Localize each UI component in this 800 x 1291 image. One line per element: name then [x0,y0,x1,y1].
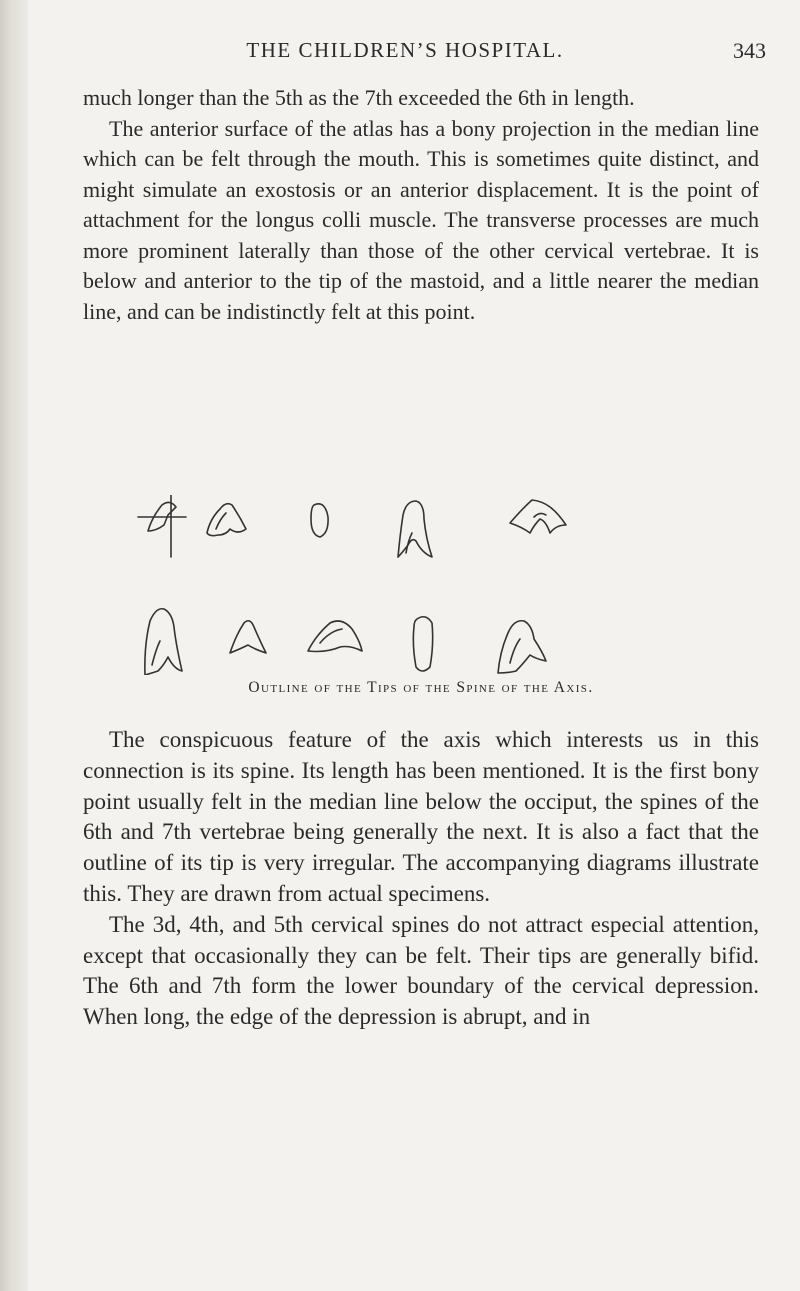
spine-tip-outline-3 [311,504,328,537]
spine-tip-outline-7 [230,621,266,653]
paragraph: The conspicuous feature of the axis which interests us in this connection is its spine. Its length has been mentioned. It is the first bony point usually felt in the median line below the occiput, the spines of the 6th and 7th vertebrae being generally the next. It is also a fact that the outline of its tip is very irregular. The accompanying diagrams illustrate this. They are drawn from actual specimens. [83,727,759,906]
spine-tip-outline-9 [413,617,432,671]
spine-tip-outline-8 [308,621,362,652]
figure-caption: Outline of the Tips of the Spine of the Axis. [248,679,594,696]
spine-tip-outline-4 [398,501,432,557]
text-block-bottom [83,725,759,1033]
paragraph: The 3d, 4th, and 5th cervical spines do not attract especial attention, except that occasionally they can be felt. Their tips are generally bifid. The 6th and 7th form the lower boundary of the cervical depression. When long, the edge of the depression is abrupt, and in [83,911,759,1030]
spine-tip-outline-6 [145,609,182,675]
page-number: 343 [733,38,766,63]
spine-tip-outline-2 [207,504,246,536]
paragraph: The anterior surface of the atlas has a bony projection in the median line which can be felt through the mouth. This is sometimes quite distinct, and might simulate an exostosis or an anterior displacement. It is the point of attachment for the longus colli muscle. The transverse processes are much more prominent laterally than those of the other cervical vertebrae. It is below and anterior to the tip of the mastoid, and a little nearer the median line, and can be indistinctly felt at this point. [83,115,759,324]
spine-tip-outlines-figure [130,495,690,675]
text-block-top [83,83,759,327]
spine-tip-outline-10 [498,621,546,673]
spine-tip-outline-5 [510,500,566,533]
spine-tip-outline-1 [138,495,186,557]
running-title: THE CHILDREN’S HOSPITAL. [246,38,564,62]
paragraph: much longer than the 5th as the 7th exceeded the 6th in length. [83,85,635,110]
